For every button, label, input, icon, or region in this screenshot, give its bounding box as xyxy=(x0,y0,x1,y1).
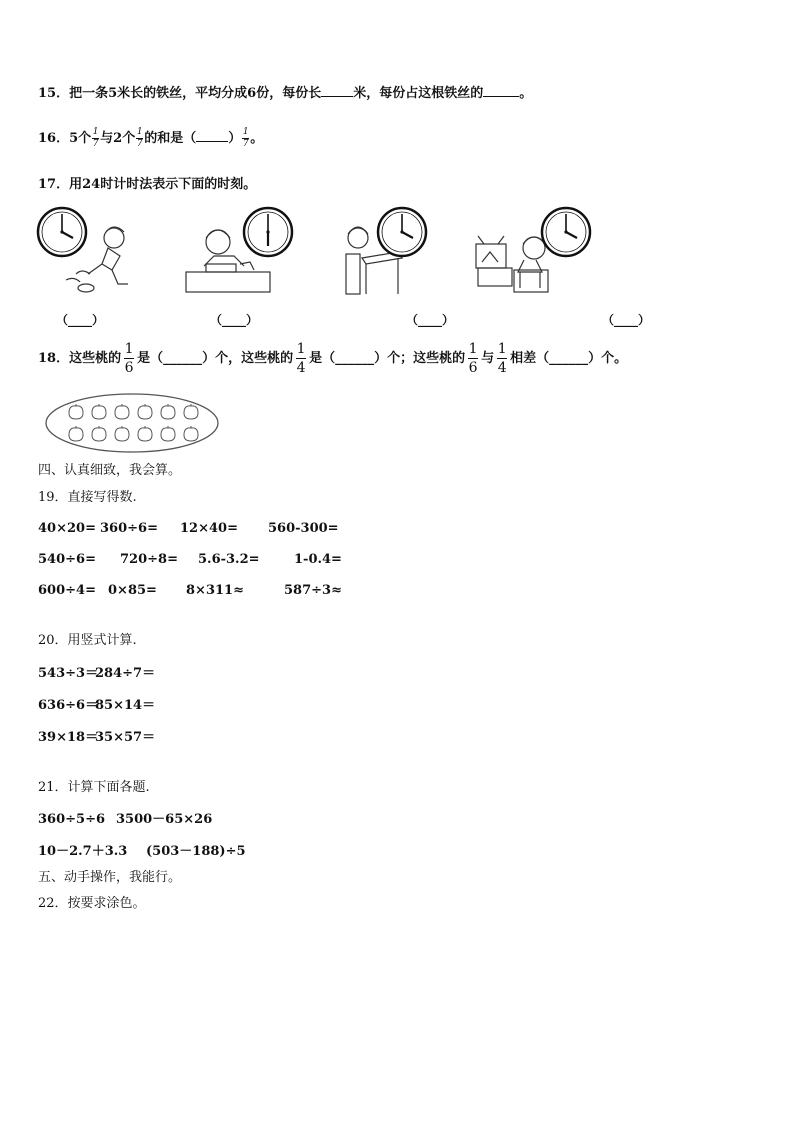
tv-icon xyxy=(476,236,512,286)
time-answer-blank[interactable]: （____） xyxy=(602,313,651,327)
question-21: 21．计算下面各题. xyxy=(38,780,150,795)
plate-outline xyxy=(46,394,218,452)
expression: 85×14＝ xyxy=(95,698,156,713)
expression: 0×85= xyxy=(108,583,157,598)
clock-scene-3 xyxy=(336,204,432,298)
question-18: 18．这些桃的 $\frac{1}{6}$ 是（______）个，这些桃的 $\frac{1}{4}$ 是（______）个；这些桃的 $\frac{1}{6}$ 与 $\frac{1}{4}$ 相差（______）个。 xyxy=(38,341,628,376)
peach-icon xyxy=(115,426,129,441)
clock-scene-1 xyxy=(36,204,136,296)
fraction: $\frac{1}{7}$ xyxy=(92,127,99,149)
expression: 3500－65×26 xyxy=(116,812,213,827)
question-number: 19． xyxy=(38,490,68,505)
question-number: 15． xyxy=(38,86,70,101)
question-19: 19．直接写得数. xyxy=(38,490,137,505)
section-heading: 五、动手操作，我能行。 xyxy=(38,870,182,885)
expression: 12×40= xyxy=(180,521,238,536)
time-answer-blank[interactable]: （____） xyxy=(406,313,455,327)
peach-icon xyxy=(184,426,198,441)
question-15: 15．把一条5米长的铁丝，平均分成6份，每份长 米，每份占这根铁丝的 。 xyxy=(38,86,533,101)
clock-scene-4 xyxy=(470,204,594,296)
expression: 360÷6= xyxy=(100,521,158,536)
clock-icon xyxy=(244,208,292,256)
expression: 5.6-3.2= xyxy=(198,552,260,567)
expression: 10－2.7＋3.3 xyxy=(38,844,128,859)
question-20: 20．用竖式计算. xyxy=(38,633,137,648)
fraction: $\frac{1}{7}$ xyxy=(136,127,143,149)
time-answer-blank[interactable]: （____） xyxy=(210,313,259,327)
expression: 1-0.4= xyxy=(294,552,342,567)
peach-plate-figure xyxy=(44,392,220,454)
peach-icon xyxy=(161,404,175,419)
fraction: $\frac{1}{4}$ xyxy=(296,341,306,376)
peach-icon xyxy=(69,404,83,419)
answer-blank[interactable] xyxy=(321,84,353,97)
question-number: 17． xyxy=(38,177,70,192)
expression: 543÷3＝ xyxy=(38,666,99,681)
question-number: 20． xyxy=(38,633,68,648)
answer-blank[interactable] xyxy=(483,84,519,97)
fraction: $\frac{1}{6}$ xyxy=(468,341,478,376)
expression: 587÷3≈ xyxy=(284,583,342,598)
answer-blank[interactable] xyxy=(196,129,228,142)
peach-icon xyxy=(138,404,152,419)
clock-icon xyxy=(542,208,590,256)
clock-scene-2 xyxy=(184,204,308,296)
question-number: 18． xyxy=(38,351,70,366)
question-number: 16． xyxy=(38,131,70,146)
question-number: 21． xyxy=(38,780,68,795)
fraction: $\frac{1}{6}$ xyxy=(124,341,134,376)
expression: 720÷8= xyxy=(120,552,178,567)
question-number: 22． xyxy=(38,896,68,911)
expression: 540÷6= xyxy=(38,552,96,567)
expression: 284÷7＝ xyxy=(95,666,156,681)
expression: 40×20= xyxy=(38,521,96,536)
expression: 360÷5÷6 xyxy=(38,812,106,827)
peach-icon xyxy=(161,426,175,441)
expression: 39×18＝ xyxy=(38,730,99,745)
expression: 8×311≈ xyxy=(186,583,244,598)
section-heading: 四、认真细致，我会算。 xyxy=(38,463,182,478)
expression: 560-300= xyxy=(268,521,339,536)
expression: (503－188)÷5 xyxy=(146,844,246,859)
time-answer-blank[interactable]: （____） xyxy=(56,313,105,327)
peach-icon xyxy=(92,404,106,419)
peach-icon xyxy=(92,426,106,441)
fraction: $\frac{1}{7}$ xyxy=(242,127,249,149)
fraction: $\frac{1}{4}$ xyxy=(497,341,507,376)
expression: 35×57＝ xyxy=(95,730,156,745)
peach-icon xyxy=(69,426,83,441)
peach-icon xyxy=(115,404,129,419)
question-16: 16．5个 $\frac{1}{7}$ 与2个 $\frac{1}{7}$ 的和是（ ） $\frac{1}{7}$ 。 xyxy=(38,127,264,149)
question-22: 22．按要求涂色。 xyxy=(38,896,146,911)
question-17: 17．用24时计时法表示下面的时刻。 xyxy=(38,177,257,192)
clock-icon xyxy=(378,208,426,256)
clock-icon xyxy=(38,208,86,256)
expression: 636÷6＝ xyxy=(38,698,99,713)
peach-icon xyxy=(184,404,198,419)
peach-icon xyxy=(138,426,152,441)
sitting-boy-icon xyxy=(514,237,548,292)
expression: 600÷4= xyxy=(38,583,96,598)
